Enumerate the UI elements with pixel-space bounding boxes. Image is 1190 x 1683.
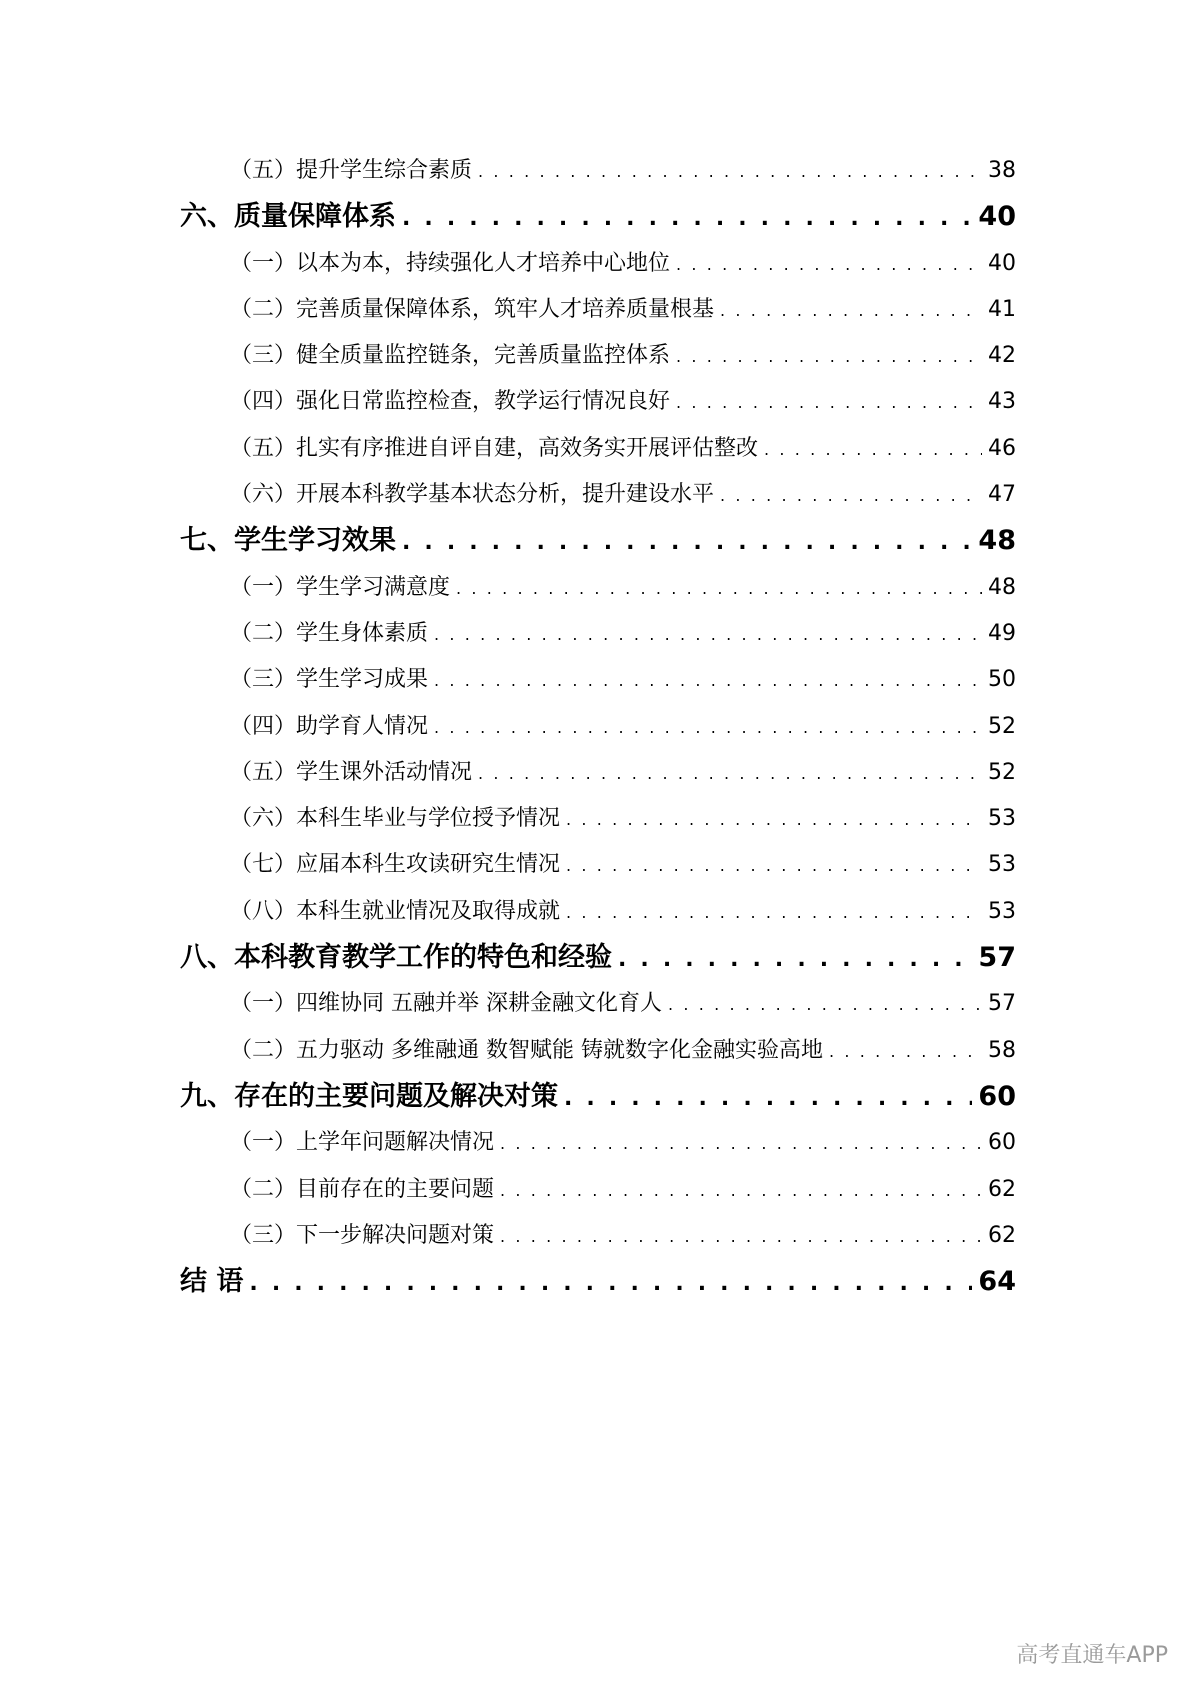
toc-page-number: 46: [988, 435, 1016, 461]
dot-leader: [618, 935, 972, 983]
toc-section-row[interactable]: [230, 287, 1016, 333]
toc-section-title: （三）健全质量监控链条，完善质量监控体系: [230, 343, 671, 369]
toc-section-row[interactable]: [230, 1213, 1016, 1259]
toc-page-number: 42: [988, 343, 1016, 369]
toc-section-row[interactable]: [230, 704, 1016, 750]
toc-section-title: （一）以本为本，持续强化人才培养中心地位: [230, 250, 671, 276]
toc-section-row[interactable]: [230, 1028, 1016, 1074]
toc-section-title: （六）本科生毕业与学位授予情况: [230, 806, 561, 832]
toc-chapter-row[interactable]: [180, 1259, 1016, 1305]
toc-section-row[interactable]: [230, 750, 1016, 796]
toc-section-title: （五）扎实有序推进自评自建，高效务实开展评估整改: [230, 435, 759, 461]
toc-section-row[interactable]: [230, 842, 1016, 888]
toc-section-row[interactable]: [230, 565, 1016, 611]
toc-page-number: 57: [988, 991, 1016, 1017]
dot-leader: [478, 148, 982, 195]
toc-page-number: 38: [988, 158, 1016, 183]
toc-section-title: （二）目前存在的主要问题: [230, 1176, 495, 1202]
toc-section-row[interactable]: [230, 426, 1016, 472]
toc-section-title: （八）本科生就业情况及取得成就: [230, 898, 561, 924]
toc-section-title: （二）完善质量保障体系，筑牢人才培养质量根基: [230, 296, 715, 322]
dot-leader: [764, 426, 982, 473]
toc-page-number: 57: [978, 942, 1016, 974]
dot-leader: [720, 287, 982, 334]
dot-leader: [434, 657, 982, 704]
toc-section-row[interactable]: [230, 981, 1016, 1027]
toc-page-number: 62: [988, 1222, 1016, 1248]
toc-chapter-row[interactable]: [180, 518, 1016, 564]
toc-section-title: （五）学生课外活动情况: [230, 759, 473, 785]
toc-section-title: （一）四维协同 五融并举 深耕金融文化育人: [230, 991, 662, 1017]
toc-page-number: 40: [978, 201, 1016, 233]
toc-page-number: 53: [988, 806, 1016, 832]
toc-page-number: 40: [988, 250, 1016, 276]
toc-page-number: 58: [988, 1037, 1016, 1063]
dot-leader: [676, 241, 982, 288]
toc-section-title: （一）学生学习满意度: [230, 574, 451, 600]
dot-leader: [500, 1120, 982, 1167]
toc-section-row[interactable]: [230, 657, 1016, 703]
toc-page-number: 48: [978, 525, 1016, 557]
dot-leader: [676, 333, 982, 380]
dot-leader: [829, 1028, 982, 1075]
toc-section-title: （四）强化日常监控检查，教学运行情况良好: [230, 389, 671, 415]
toc-section-title: （三）下一步解决问题对策: [230, 1222, 495, 1248]
dot-leader: [402, 194, 972, 242]
toc-page-number: 53: [988, 898, 1016, 924]
dot-leader: [500, 1213, 982, 1260]
toc-page-number: 41: [988, 296, 1016, 322]
toc-section-title: （三）学生学习成果: [230, 667, 429, 693]
toc-section-title: （二）学生身体素质: [230, 620, 429, 646]
toc-section-title: （四）助学育人情况: [230, 713, 429, 739]
watermark: 高考直通车APP: [1016, 1643, 1168, 1668]
toc-section-row[interactable]: [230, 1120, 1016, 1166]
toc-chapter-row[interactable]: [180, 1074, 1016, 1120]
dot-leader: [434, 704, 982, 751]
toc-chapter-title: 六、质量保障体系: [180, 201, 396, 233]
toc-section-row[interactable]: [230, 379, 1016, 425]
dot-leader: [500, 1167, 982, 1214]
toc-chapter-title: 结 语: [180, 1266, 244, 1298]
toc-page-number: 64: [978, 1266, 1016, 1298]
toc-chapter-title: 七、学生学习效果: [180, 525, 396, 557]
toc-section-title: （七）应届本科生攻读研究生情况: [230, 852, 561, 878]
dot-leader: [566, 889, 982, 936]
toc-page-number: 43: [988, 389, 1016, 415]
toc-chapter-row[interactable]: [180, 194, 1016, 240]
toc-page-number: 48: [988, 574, 1016, 600]
dot-leader: [456, 565, 982, 612]
toc-section-row[interactable]: [230, 611, 1016, 657]
toc-section-row[interactable]: [230, 1167, 1016, 1213]
toc-page-number: 53: [988, 852, 1016, 878]
toc-chapter-row[interactable]: [180, 935, 1016, 981]
dot-leader: [478, 750, 982, 797]
toc-chapter-title: 九、存在的主要问题及解决对策: [180, 1080, 558, 1112]
toc-page-number: 60: [988, 1130, 1016, 1156]
dot-leader: [566, 842, 982, 889]
toc-page-number: 47: [988, 482, 1016, 508]
toc-chapter-title: 八、本科教育教学工作的特色和经验: [180, 942, 612, 974]
table-of-contents: [0, 148, 1190, 1305]
toc-page-number: 50: [988, 667, 1016, 693]
toc-page-number: 52: [988, 713, 1016, 739]
dot-leader: [676, 379, 982, 426]
toc-section-row[interactable]: [230, 148, 1016, 194]
dot-leader: [249, 1259, 972, 1307]
dot-leader: [402, 518, 972, 566]
toc-section-row[interactable]: [230, 889, 1016, 935]
dot-leader: [566, 796, 982, 843]
dot-leader: [434, 611, 982, 658]
toc-page-number: 52: [988, 759, 1016, 785]
toc-section-row[interactable]: [230, 472, 1016, 518]
toc-page-number: 49: [988, 620, 1016, 646]
dot-leader: [720, 472, 982, 519]
toc-section-row[interactable]: [230, 796, 1016, 842]
dot-leader: [668, 981, 982, 1028]
toc-section-row[interactable]: [230, 241, 1016, 287]
dot-leader: [564, 1074, 972, 1122]
toc-section-title: （六）开展本科教学基本状态分析，提升建设水平: [230, 482, 715, 508]
toc-section-title: （五）提升学生综合素质: [230, 158, 473, 183]
toc-section-row[interactable]: [230, 333, 1016, 379]
toc-section-title: （二）五力驱动 多维融通 数智赋能 铸就数字化金融实验高地: [230, 1037, 823, 1063]
toc-page-number: 60: [978, 1080, 1016, 1112]
toc-section-title: （一）上学年问题解决情况: [230, 1130, 495, 1156]
toc-page-number: 62: [988, 1176, 1016, 1202]
